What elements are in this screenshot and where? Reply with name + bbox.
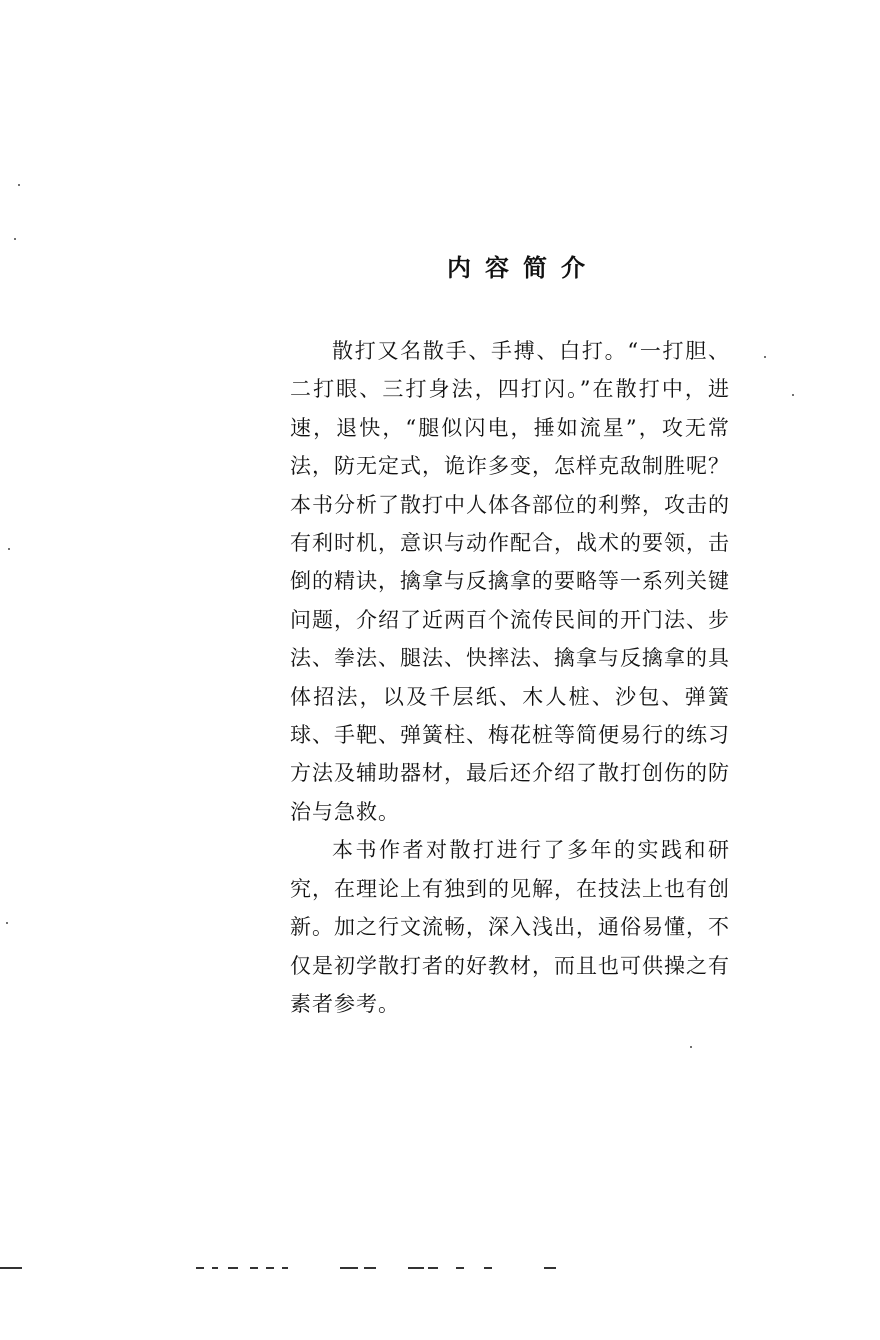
- scan-dash: [196, 1267, 204, 1269]
- page-title: 内容简介: [447, 253, 599, 282]
- scan-speck: [764, 356, 766, 358]
- scan-dash: [212, 1267, 218, 1269]
- scan-dash: [544, 1267, 556, 1269]
- scan-dash: [282, 1267, 288, 1269]
- scan-dash: [484, 1267, 492, 1269]
- introduction-body: [290, 332, 730, 1023]
- scan-speck: [8, 548, 10, 550]
- scan-dash: [228, 1267, 238, 1269]
- scan-dash: [428, 1267, 438, 1269]
- scan-speck: [14, 238, 16, 240]
- scan-dash: [250, 1267, 258, 1269]
- paragraph-2: 本书作者对散打进行了多年的实践和研究，在理论上有独到的见解，在技法上也有创新。加之行文流畅，深入浅出，通俗易懂，不仅是初学散打者的好教材，而且也可供操之有素者参考。: [290, 838, 730, 1016]
- scan-dash: [0, 1267, 22, 1269]
- scan-dash: [266, 1267, 274, 1269]
- scan-speck: [18, 184, 20, 186]
- scan-speck: [792, 394, 794, 396]
- scan-dash: [408, 1267, 424, 1269]
- scan-dash: [340, 1267, 358, 1269]
- paragraph-1: 散打又名散手、手搏、白打。“一打胆、二打眼、三打身法，四打闪。”在散打中，进速，退快，“腿似闪电，捶如流星”，攻无常法，防无定式，诡诈多变，怎样克敌制胜呢？本书分析了散打中人体各部位的利弊，攻击的有利时机，意识与动作配合，战术的要领，击倒的精诀，擒拿与反擒拿的要略等一系列关键问题，介绍了近两百个流传民间的开门法、步法、拳法、腿法、快摔法、擒拿与反擒拿的具体招法，以及千层纸、木人桩、沙包、弹簧球、手靶、弹簧柱、梅花桩等简便易行的练习方法及辅助器材，最后还介绍了散打创伤的防治与急救。: [290, 339, 730, 824]
- scan-dash: [456, 1267, 464, 1269]
- scan-speck: [690, 1046, 692, 1048]
- scan-footer-marks: [0, 1262, 880, 1274]
- scan-speck: [6, 922, 8, 924]
- scan-dash: [364, 1267, 376, 1269]
